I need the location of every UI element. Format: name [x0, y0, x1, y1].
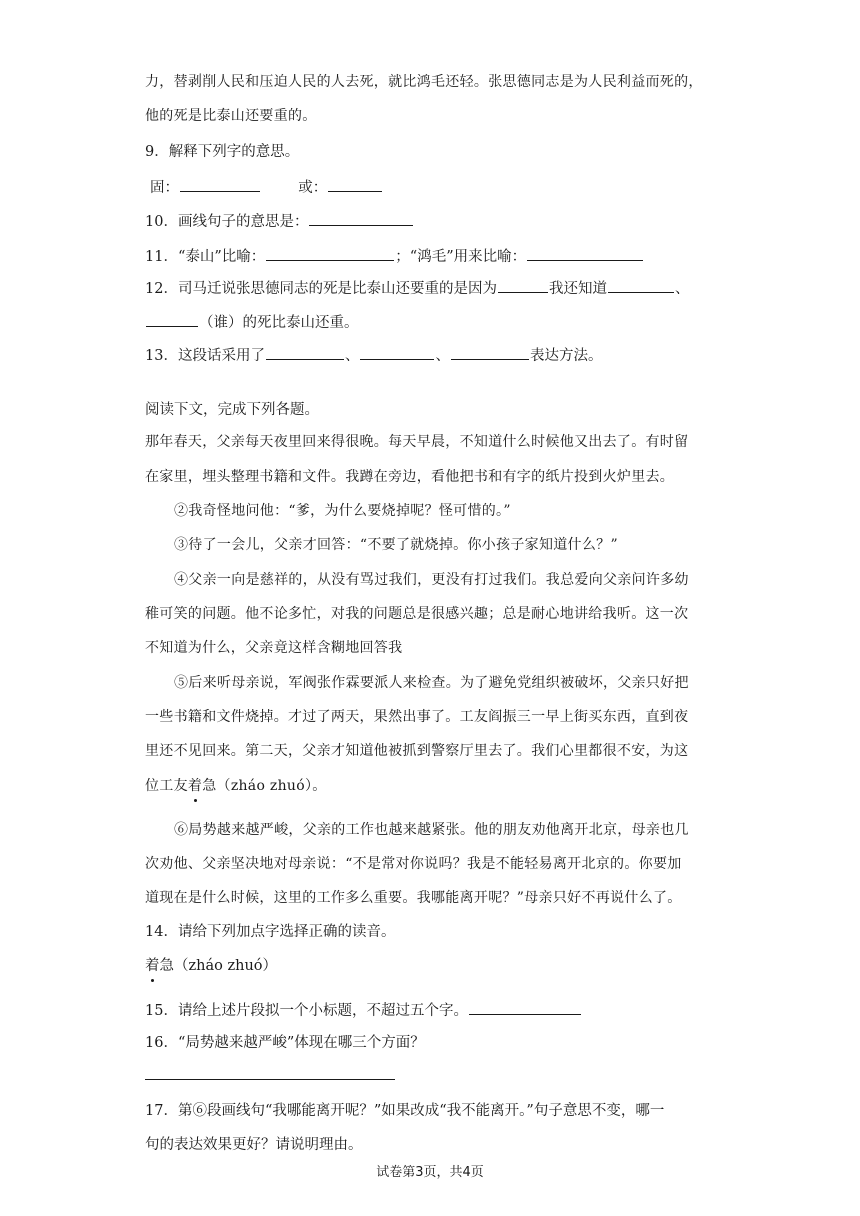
- q12-text-d: （谁）的死比泰山还重。: [199, 315, 359, 331]
- question-12-line-2: [145, 312, 359, 333]
- q12-text-c: 、: [674, 281, 690, 297]
- q13-sep-1: 、: [344, 348, 360, 364]
- question-14: 14．请给下列加点字选择正确的读音。: [145, 924, 396, 940]
- reading-p5-line-3: 里还不见回来。第二天，父亲才知道他被抓到警察厅里去了。我们心里都很不安，为这: [145, 743, 689, 759]
- reading-p4-line-3: 不知道为什么，父亲竟这样含糊地回答我: [145, 640, 403, 656]
- question-9-items: [150, 177, 383, 198]
- reading-p3: ③待了一会儿，父亲才回答：“不要了就烧掉。你小孩子家知道什么？”: [174, 537, 618, 553]
- q16-answer-line[interactable]: [145, 1079, 395, 1080]
- reading-p6-line-1: ⑥局势越来越严峻，父亲的工作也越来越紧张。他的朋友劝他离开北京，母亲也几: [174, 822, 689, 838]
- reading-p4-line-2: 稚可笑的问题。他不论多忙，对我的问题总是很感兴趣；总是耐心地讲给我听。这一次: [145, 606, 689, 622]
- q14-item-rest: 急（zháo zhuó）: [159, 958, 278, 974]
- q9-huo-label: 或：: [298, 180, 328, 196]
- q13-text-a: 13．这段话采用了: [145, 348, 265, 364]
- reading-p6-line-3: 道现在是什么时候，这里的工作多么重要。我哪能离开呢？”母亲只好不再说什么了。: [145, 890, 682, 906]
- q13-blank-2[interactable]: [360, 345, 434, 360]
- q15-blank[interactable]: [469, 1000, 581, 1015]
- question-12-line-1: [145, 278, 689, 299]
- passage1-line-1: 力，替剥削人民和压迫人民的人去死，就比鸿毛还轻。张思德同志是为人民利益而死的，: [145, 74, 703, 90]
- question-13: [145, 345, 602, 366]
- q11-blank-b[interactable]: [527, 246, 643, 261]
- q11-blank-a[interactable]: [266, 246, 394, 261]
- reading-p5-line-4: [145, 776, 327, 796]
- q9-gu-label: 固：: [150, 180, 179, 196]
- q9-huo-blank[interactable]: [328, 177, 382, 192]
- q12-blank-a[interactable]: [498, 278, 548, 293]
- question-10: [145, 211, 414, 232]
- q12-blank-c[interactable]: [146, 312, 198, 327]
- q13-blank-1[interactable]: [266, 345, 344, 360]
- p5-l4-a: 位工友: [145, 778, 188, 794]
- q13-sep-2: 、: [435, 348, 450, 364]
- q13-blank-3[interactable]: [451, 345, 529, 360]
- p5-dotted-char: 着: [187, 778, 203, 794]
- q14-dotted-char: 着: [145, 958, 160, 974]
- reading-p6-line-2: 次劝他、父亲坚决地对母亲说：“不是常对你说吗？我是不能轻易离开北京的。你要加: [145, 856, 682, 872]
- q12-text-b: 我还知道: [548, 281, 607, 297]
- q10-text: 10．画线句子的意思是：: [145, 214, 309, 230]
- reading-p1-line-1: 那年春天，父亲每天夜里回来得很晚。每天早晨，不知道什么时候他又出去了。有时留: [145, 434, 689, 450]
- question-17-line-2: 句的表达效果更好？请说明理由。: [145, 1137, 363, 1153]
- reading-intro: 阅读下文，完成下列各题。: [145, 402, 319, 418]
- q15-text: 15．请给上述片段拟一个小标题，不超过五个字。: [145, 1003, 468, 1019]
- question-15: [145, 1000, 582, 1021]
- question-11: [145, 246, 644, 267]
- passage1-line-2: 他的死是比泰山还要重的。: [145, 108, 317, 124]
- q11-text-b: ；“鸿毛”用来比喻：: [395, 249, 527, 265]
- reading-p2: ②我奇怪地问他：“爹，为什么要烧掉呢？怪可惜的。”: [174, 503, 511, 519]
- reading-p1-line-2: 在家里，埋头整理书籍和文件。我蹲在旁边，看他把书和有字的纸片投到火炉里去。: [145, 469, 675, 485]
- q9-gu-blank[interactable]: [180, 177, 260, 192]
- q12-blank-b[interactable]: [608, 278, 674, 293]
- q12-text-a: 12．司马迁说张思德同志的死是比泰山还要重的是因为: [145, 281, 497, 297]
- q10-blank[interactable]: [309, 211, 413, 226]
- p5-l4-b: 急（zháo zhuó）。: [202, 778, 327, 794]
- question-16: 16．“局势越来越严峻”体现在哪三个方面？: [145, 1035, 425, 1051]
- question-9: 9．解释下列字的意思。: [145, 144, 300, 160]
- q13-text-b: 表达方法。: [529, 348, 603, 364]
- reading-p4-line-1: ④父亲一向是慈祥的，从没有骂过我们，更没有打过我们。我总爱向父亲问许多幼: [174, 572, 689, 588]
- question-17-line-1: 17．第⑥段画线句“我哪能离开呢？”如果改成“我不能离开。”句子意思不变，哪一: [145, 1103, 665, 1119]
- question-14-item[interactable]: [145, 956, 277, 976]
- reading-p5-line-2: 一些书籍和文件烧掉。才过了两天，果然出事了。工友阎振三一早上街买东西，直到夜: [145, 709, 689, 725]
- page-footer: 试卷第3页，共4页: [376, 1165, 484, 1180]
- q11-text-a: 11．“泰山”比喻：: [145, 249, 266, 265]
- reading-p5-line-1: ⑤后来听母亲说，军阀张作霖要派人来检查。为了避免党组织被破坏，父亲只好把: [174, 675, 689, 691]
